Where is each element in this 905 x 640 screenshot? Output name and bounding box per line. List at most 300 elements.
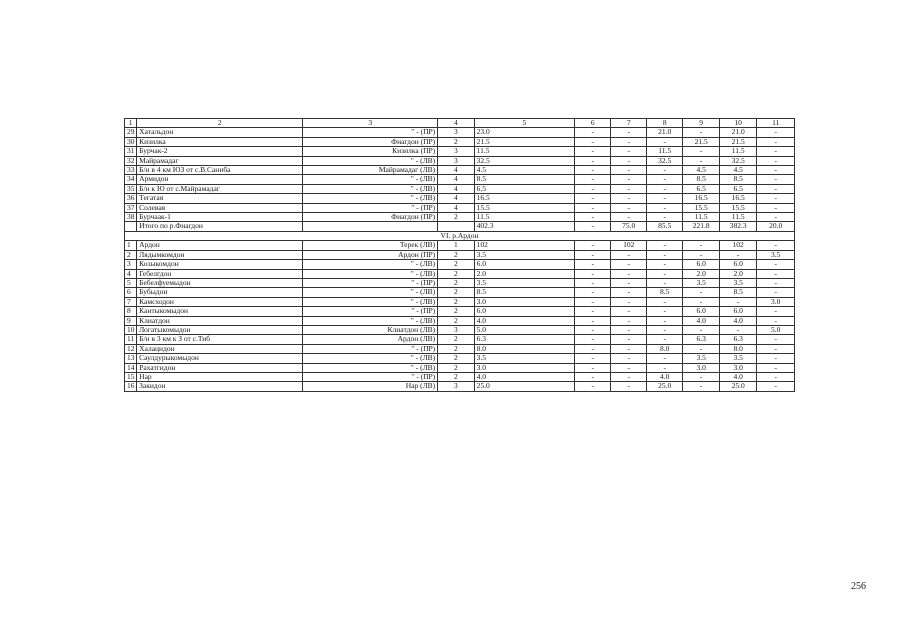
table-cell: 6 bbox=[575, 119, 611, 128]
table-cell: 32 bbox=[125, 156, 137, 165]
table-cell: - bbox=[646, 137, 682, 146]
table-cell: 221.8 bbox=[683, 222, 719, 231]
table-cell: " - (ЛВ) bbox=[303, 194, 438, 203]
table-cell: 2 bbox=[438, 335, 474, 344]
table-cell: 3 bbox=[125, 260, 137, 269]
table-cell: - bbox=[611, 184, 646, 193]
table-cell: - bbox=[757, 335, 795, 344]
table-cell: 8.5 bbox=[719, 175, 757, 184]
table-cell: - bbox=[575, 307, 611, 316]
table-cell: - bbox=[683, 344, 719, 353]
table-cell: 36 bbox=[125, 194, 137, 203]
table-cell: Хатальдон bbox=[137, 128, 303, 137]
table-cell: Козыкомдон bbox=[137, 260, 303, 269]
table-cell: " - (ПР) bbox=[303, 203, 438, 212]
table-cell: 2 bbox=[438, 260, 474, 269]
table-cell: 25.0 bbox=[719, 382, 757, 391]
table-cell: " - (ЛВ) bbox=[303, 269, 438, 278]
table-cell: 6.0 bbox=[683, 307, 719, 316]
table-cell: - bbox=[611, 382, 646, 391]
table-row bbox=[125, 175, 795, 184]
table-row bbox=[125, 250, 795, 259]
table-cell: - bbox=[646, 184, 682, 193]
table-cell: - bbox=[646, 260, 682, 269]
table-cell: " - (ПР) bbox=[303, 278, 438, 287]
table-cell: 14 bbox=[125, 363, 137, 372]
table-cell: - bbox=[757, 316, 795, 325]
table-cell: 11.5 bbox=[719, 213, 757, 222]
table-cell: - bbox=[611, 156, 646, 165]
table-cell: - bbox=[611, 307, 646, 316]
table-row bbox=[125, 147, 795, 156]
table-cell: - bbox=[611, 260, 646, 269]
table-row bbox=[125, 278, 795, 287]
table-cell: - bbox=[611, 269, 646, 278]
table-cell: 15.5 bbox=[474, 203, 574, 212]
table-cell: 102 bbox=[611, 241, 646, 250]
table-cell: - bbox=[611, 137, 646, 146]
table-cell: Гебелгдон bbox=[137, 269, 303, 278]
table-cell: 4.0 bbox=[646, 372, 682, 381]
table-cell: - bbox=[611, 363, 646, 372]
table-cell: 3 bbox=[438, 382, 474, 391]
table-cell: 2.0 bbox=[474, 269, 574, 278]
table-cell: - bbox=[575, 194, 611, 203]
table-cell: - bbox=[683, 147, 719, 156]
table-row bbox=[125, 128, 795, 137]
table-cell: Майрамадаг (ЛВ) bbox=[303, 166, 438, 175]
table-cell: 2 bbox=[438, 297, 474, 306]
table-cell: 2 bbox=[438, 269, 474, 278]
table-cell: 75.0 bbox=[611, 222, 646, 231]
table-row bbox=[125, 222, 795, 231]
table-cell: 7 bbox=[611, 119, 646, 128]
table-cell: Клиатдон bbox=[137, 316, 303, 325]
table-cell: " - (ЛВ) bbox=[303, 297, 438, 306]
table-cell: 38 bbox=[125, 213, 137, 222]
table-cell: 7 bbox=[125, 297, 137, 306]
table-cell: 2 bbox=[438, 278, 474, 287]
table-cell: 34 bbox=[125, 175, 137, 184]
table-cell: - bbox=[611, 194, 646, 203]
table-cell: 4 bbox=[438, 194, 474, 203]
table-cell: - bbox=[575, 325, 611, 334]
table-cell: Армидон bbox=[137, 175, 303, 184]
table-cell: - bbox=[611, 175, 646, 184]
table-cell bbox=[125, 222, 137, 231]
table-cell: 4 bbox=[438, 184, 474, 193]
table-cell: 6.3 bbox=[719, 335, 757, 344]
table-cell: 15 bbox=[125, 372, 137, 381]
table-cell: 2 bbox=[438, 363, 474, 372]
table-cell: Халацидон bbox=[137, 344, 303, 353]
table-cell: - bbox=[683, 128, 719, 137]
table-cell: - bbox=[575, 354, 611, 363]
table-cell: 16 bbox=[125, 382, 137, 391]
table-row bbox=[125, 241, 795, 250]
table-cell: - bbox=[757, 363, 795, 372]
table-cell: - bbox=[683, 297, 719, 306]
table-cell: 5.0 bbox=[474, 325, 574, 334]
table-cell: 4.5 bbox=[683, 166, 719, 175]
table-cell: - bbox=[757, 382, 795, 391]
table-cell: - bbox=[611, 316, 646, 325]
section-title: VI. р.Ардон bbox=[125, 231, 795, 240]
table-cell: - bbox=[757, 194, 795, 203]
table-cell: 25.0 bbox=[474, 382, 574, 391]
table-cell: - bbox=[757, 241, 795, 250]
table-cell: " - (ЛВ) bbox=[303, 184, 438, 193]
table-cell: - bbox=[575, 137, 611, 146]
table-cell: 23.0 bbox=[474, 128, 574, 137]
table-cell: 32.5 bbox=[719, 156, 757, 165]
table-cell: - bbox=[575, 156, 611, 165]
table-cell: 2 bbox=[438, 316, 474, 325]
table-cell: 8 bbox=[125, 307, 137, 316]
table-cell: Логатыкомыдон bbox=[137, 325, 303, 334]
table-cell: - bbox=[683, 288, 719, 297]
table-cell: 11 bbox=[125, 335, 137, 344]
table-cell: 3.0 bbox=[719, 363, 757, 372]
section-row bbox=[125, 231, 795, 240]
table-cell: - bbox=[575, 241, 611, 250]
table-cell: - bbox=[575, 288, 611, 297]
table-cell: - bbox=[757, 147, 795, 156]
table-cell: 8.0 bbox=[474, 344, 574, 353]
table-cell bbox=[438, 222, 474, 231]
table-cell: - bbox=[575, 316, 611, 325]
table-cell: 3 bbox=[438, 147, 474, 156]
table-cell: 4.5 bbox=[474, 166, 574, 175]
table-cell: - bbox=[646, 166, 682, 175]
table-cell: 6.5 bbox=[683, 184, 719, 193]
table-cell: 2 bbox=[438, 250, 474, 259]
table-cell: 37 bbox=[125, 203, 137, 212]
table-cell: - bbox=[646, 363, 682, 372]
table-cell: 8.0 bbox=[646, 344, 682, 353]
table-cell: 9 bbox=[683, 119, 719, 128]
table-cell: 2 bbox=[438, 213, 474, 222]
table-cell: - bbox=[575, 363, 611, 372]
table-cell: " - (ЛВ) bbox=[303, 156, 438, 165]
table-cell: " - (ЛВ) bbox=[303, 288, 438, 297]
table-cell: - bbox=[719, 297, 757, 306]
table-cell: 8.5 bbox=[474, 288, 574, 297]
table-cell: - bbox=[646, 194, 682, 203]
table-cell: Саулдурыкомыдон bbox=[137, 354, 303, 363]
table-cell: 21.0 bbox=[719, 128, 757, 137]
table-cell: - bbox=[575, 147, 611, 156]
table-cell: - bbox=[719, 325, 757, 334]
table-cell: - bbox=[575, 335, 611, 344]
table-cell: - bbox=[575, 269, 611, 278]
table-cell: - bbox=[575, 222, 611, 231]
table-cell: Фиагдон (ПР) bbox=[303, 137, 438, 146]
table-cell: 4.0 bbox=[719, 372, 757, 381]
table-cell: 8.5 bbox=[683, 175, 719, 184]
table-cell: - bbox=[575, 166, 611, 175]
table-cell: - bbox=[611, 203, 646, 212]
table-cell: - bbox=[683, 372, 719, 381]
table-cell: - bbox=[611, 166, 646, 175]
table-cell: Ардон (ЛВ) bbox=[303, 335, 438, 344]
table-cell: 3.0 bbox=[474, 297, 574, 306]
table-cell: 11.5 bbox=[474, 147, 574, 156]
table-cell: 5 bbox=[125, 278, 137, 287]
table-row bbox=[125, 354, 795, 363]
table-cell: 3.5 bbox=[474, 250, 574, 259]
table-cell: - bbox=[646, 297, 682, 306]
data-table bbox=[124, 118, 795, 392]
table-cell: 2 bbox=[438, 137, 474, 146]
table-cell: 6.3 bbox=[474, 335, 574, 344]
table-cell: 3.0 bbox=[683, 363, 719, 372]
table-cell: - bbox=[757, 156, 795, 165]
table-cell: 6.5 bbox=[719, 184, 757, 193]
table-cell: - bbox=[646, 203, 682, 212]
table-cell: - bbox=[683, 156, 719, 165]
table-cell: - bbox=[757, 213, 795, 222]
table-cell: - bbox=[611, 213, 646, 222]
table-cell: 2 bbox=[438, 354, 474, 363]
table-cell: 6.5 bbox=[474, 184, 574, 193]
table-cell: Б/н к Ю от с.Майрамадаг bbox=[137, 184, 303, 193]
table-cell: Камсходон bbox=[137, 297, 303, 306]
table-cell: 11.5 bbox=[646, 147, 682, 156]
table-cell: 6.0 bbox=[474, 307, 574, 316]
table-cell: Закидон bbox=[137, 382, 303, 391]
table-cell: - bbox=[646, 269, 682, 278]
table-cell: Ардон bbox=[137, 241, 303, 250]
table-cell: 4 bbox=[438, 166, 474, 175]
table-cell: - bbox=[575, 372, 611, 381]
table-cell: " - (ЛВ) bbox=[303, 316, 438, 325]
table-cell: 2 bbox=[125, 250, 137, 259]
table-row bbox=[125, 203, 795, 212]
table-cell: - bbox=[611, 354, 646, 363]
table-cell: 1 bbox=[125, 241, 137, 250]
table-cell: Кизилка (ПР) bbox=[303, 147, 438, 156]
table-cell: Кантыкомыдон bbox=[137, 307, 303, 316]
table-cell: 4.0 bbox=[474, 372, 574, 381]
table-cell: - bbox=[646, 278, 682, 287]
table-cell: - bbox=[611, 297, 646, 306]
table-cell: Терек (ЛВ) bbox=[303, 241, 438, 250]
table-cell: - bbox=[575, 184, 611, 193]
table-cell: 382.3 bbox=[719, 222, 757, 231]
table-cell: 2 bbox=[137, 119, 303, 128]
table-cell: 2 bbox=[438, 307, 474, 316]
table-cell: Кизилка bbox=[137, 137, 303, 146]
table-cell: - bbox=[719, 250, 757, 259]
table-cell: 32.5 bbox=[474, 156, 574, 165]
table-row bbox=[125, 269, 795, 278]
table-cell: - bbox=[757, 269, 795, 278]
table-cell: 3.5 bbox=[474, 354, 574, 363]
table-cell: - bbox=[646, 325, 682, 334]
table-cell: 33 bbox=[125, 166, 137, 175]
table-cell: 5 bbox=[474, 119, 574, 128]
table-cell: - bbox=[611, 288, 646, 297]
table-cell: 5.0 bbox=[757, 325, 795, 334]
table-row bbox=[125, 372, 795, 381]
table-cell: Нар bbox=[137, 372, 303, 381]
table-row bbox=[125, 184, 795, 193]
table-cell: - bbox=[611, 250, 646, 259]
table-cell: - bbox=[575, 344, 611, 353]
table-cell: 21.5 bbox=[474, 137, 574, 146]
table-cell: 102 bbox=[474, 241, 574, 250]
table-cell: 3.5 bbox=[683, 278, 719, 287]
table-cell: 11.5 bbox=[719, 147, 757, 156]
table-cell: - bbox=[757, 203, 795, 212]
table-cell: Солевая bbox=[137, 203, 303, 212]
table-cell: Фиагдон (ПР) bbox=[303, 213, 438, 222]
table-row bbox=[125, 363, 795, 372]
table-cell: - bbox=[757, 166, 795, 175]
table-cell: " - (ЛВ) bbox=[303, 260, 438, 269]
table-cell: - bbox=[757, 354, 795, 363]
table-cell: - bbox=[683, 241, 719, 250]
table-row bbox=[125, 288, 795, 297]
table-cell: 3.0 bbox=[474, 363, 574, 372]
table-cell: - bbox=[575, 250, 611, 259]
table-cell: 4 bbox=[438, 119, 474, 128]
table-cell: 32.5 bbox=[646, 156, 682, 165]
table-cell: 2.0 bbox=[719, 269, 757, 278]
table-cell: 2.0 bbox=[683, 269, 719, 278]
table-cell: 25.0 bbox=[646, 382, 682, 391]
table-cell: - bbox=[757, 372, 795, 381]
table-cell: - bbox=[757, 128, 795, 137]
table-cell: 3.0 bbox=[757, 297, 795, 306]
table-cell: Тегатая bbox=[137, 194, 303, 203]
table-cell: 15.5 bbox=[719, 203, 757, 212]
table-cell: 8.5 bbox=[646, 288, 682, 297]
table-cell: 2 bbox=[438, 372, 474, 381]
table-cell: 31 bbox=[125, 147, 137, 156]
table-cell: 8 bbox=[646, 119, 682, 128]
table-row bbox=[125, 137, 795, 146]
table-cell: 3.5 bbox=[474, 278, 574, 287]
table-cell: Бубыдон bbox=[137, 288, 303, 297]
table-cell: 4.0 bbox=[683, 316, 719, 325]
table-cell: Нар (ЛВ) bbox=[303, 382, 438, 391]
table-cell: - bbox=[611, 344, 646, 353]
table-cell: 3 bbox=[438, 156, 474, 165]
table-cell: 6.3 bbox=[683, 335, 719, 344]
table-cell: - bbox=[646, 316, 682, 325]
table-cell: 13 bbox=[125, 354, 137, 363]
table-cell: 2 bbox=[438, 288, 474, 297]
table-cell: - bbox=[757, 184, 795, 193]
table-cell: " - (ЛВ) bbox=[303, 363, 438, 372]
table-cell: 29 bbox=[125, 128, 137, 137]
table-cell: 35 bbox=[125, 184, 137, 193]
table-cell: Клиатдон (ЛВ) bbox=[303, 325, 438, 334]
table-cell: - bbox=[611, 128, 646, 137]
table-cell: 20.0 bbox=[757, 222, 795, 231]
table-cell: - bbox=[757, 288, 795, 297]
table-row bbox=[125, 156, 795, 165]
table-row bbox=[125, 307, 795, 316]
table-cell: - bbox=[575, 175, 611, 184]
table-row bbox=[125, 260, 795, 269]
table-cell: - bbox=[575, 203, 611, 212]
table-cell: " - (ПР) bbox=[303, 372, 438, 381]
table-cell: - bbox=[757, 260, 795, 269]
table-cell: 9 bbox=[125, 316, 137, 325]
table-cell: 2 bbox=[438, 344, 474, 353]
table-cell: 4.0 bbox=[474, 316, 574, 325]
table-body bbox=[125, 119, 795, 392]
table-cell: 16.5 bbox=[474, 194, 574, 203]
table-cell: 16.5 bbox=[683, 194, 719, 203]
table-cell: " - (ЛВ) bbox=[303, 175, 438, 184]
table-cell: - bbox=[683, 382, 719, 391]
table-cell: - bbox=[646, 213, 682, 222]
table-cell: Лядымкомдон bbox=[137, 250, 303, 259]
table-cell: 1 bbox=[125, 119, 137, 128]
table-cell: 402.3 bbox=[474, 222, 574, 231]
table-cell: 12 bbox=[125, 344, 137, 353]
table-cell: 8.5 bbox=[474, 175, 574, 184]
table-cell: Рахатгидон bbox=[137, 363, 303, 372]
table-row bbox=[125, 316, 795, 325]
table-cell: " - (ЛВ) bbox=[303, 354, 438, 363]
table-cell: 4 bbox=[438, 175, 474, 184]
header-row bbox=[125, 119, 795, 128]
table-cell: 10 bbox=[125, 325, 137, 334]
table-cell: - bbox=[757, 175, 795, 184]
table-cell: " - (ПР) bbox=[303, 307, 438, 316]
table-cell: - bbox=[575, 260, 611, 269]
table-cell: - bbox=[646, 241, 682, 250]
table-cell: Майрамадаг bbox=[137, 156, 303, 165]
table-cell: - bbox=[611, 278, 646, 287]
table-cell: - bbox=[757, 137, 795, 146]
table-cell: Б/н в 3 км к З от с.Тиб bbox=[137, 335, 303, 344]
table-cell: 3.5 bbox=[719, 354, 757, 363]
table-cell: 4.5 bbox=[719, 166, 757, 175]
table-cell: 3 bbox=[303, 119, 438, 128]
table-cell: 4 bbox=[438, 203, 474, 212]
table-cell: 6.0 bbox=[719, 260, 757, 269]
table-cell: Ардон (ПР) bbox=[303, 250, 438, 259]
table-cell: - bbox=[646, 250, 682, 259]
table-cell: 11.5 bbox=[683, 213, 719, 222]
table-cell: 16.5 bbox=[719, 194, 757, 203]
table-cell: - bbox=[611, 325, 646, 334]
table-cell: - bbox=[575, 382, 611, 391]
table-cell: " - (ПР) bbox=[303, 128, 438, 137]
table-cell: 6 bbox=[125, 288, 137, 297]
table-cell: 8.5 bbox=[719, 288, 757, 297]
table-cell: 102 bbox=[719, 241, 757, 250]
table-cell: 3.5 bbox=[683, 354, 719, 363]
table-cell: 6.0 bbox=[719, 307, 757, 316]
table-row bbox=[125, 213, 795, 222]
table-row bbox=[125, 297, 795, 306]
table-cell bbox=[303, 222, 438, 231]
table-cell: Бурчаак-1 bbox=[137, 213, 303, 222]
table-cell: - bbox=[757, 278, 795, 287]
table-cell: - bbox=[757, 344, 795, 353]
table-cell: 15.5 bbox=[683, 203, 719, 212]
table-cell: Б/н в 4 км ЮЗ от с.В.Саниба bbox=[137, 166, 303, 175]
table-cell: 6.0 bbox=[683, 260, 719, 269]
table-cell: Бурчак-2 bbox=[137, 147, 303, 156]
